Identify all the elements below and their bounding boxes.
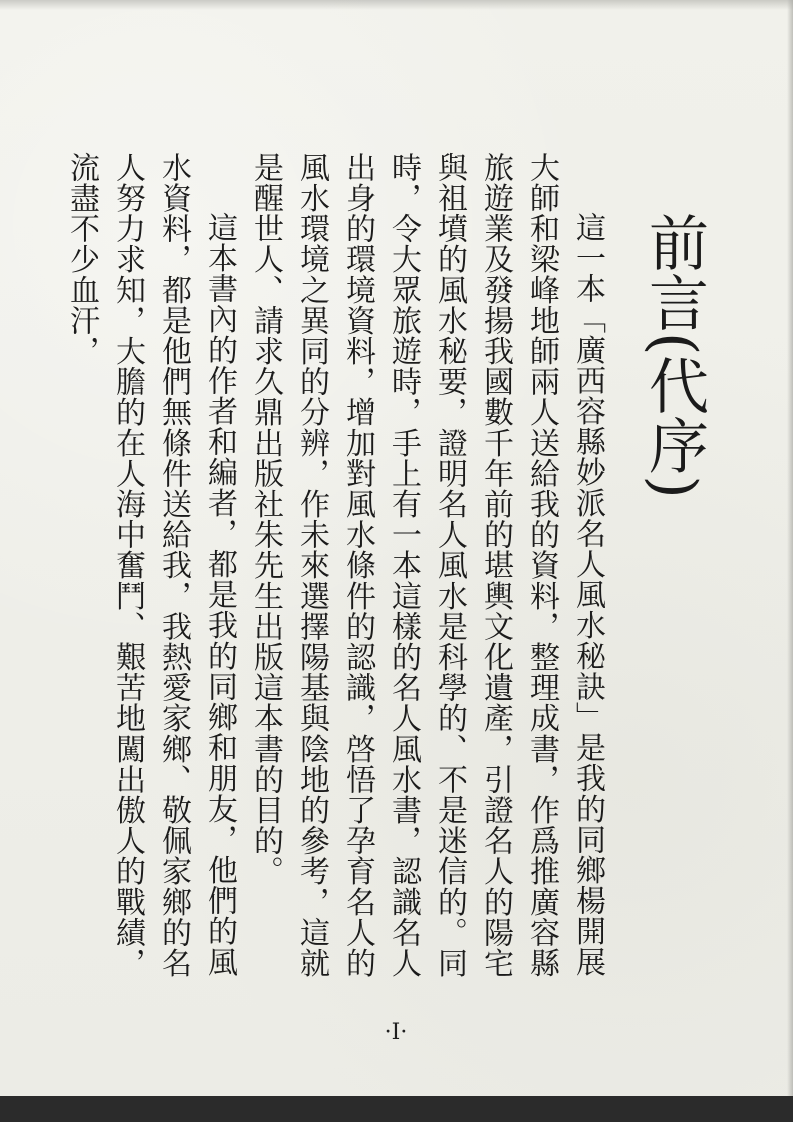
page-title: 前言(代序)	[639, 212, 709, 499]
paragraph-1: 這一本「廣西容縣妙派名人風水秘訣」是我的同鄉楊開展大師和梁峰地師兩人送給我的資料，整理成書，作爲推廣容縣旅遊業及發揚我國數千年前的堪輿文化遺產，引證名人的陽宅與祖墳的風水秘要，證明名人風水是科學的、不是迷信的。同時，令大眾旅遊時，手上有一本這樣的名人風水書，認識名人出身的環境資料，增加對風水條件的認識，啓悟了孕育名人的風水環境之異同的分辨，作未來選擇陽基與陰地的參考，這就是醒世人、請求久鼎出版社朱先生出版這本書的目的。	[248, 152, 605, 979]
scan-bottom-band	[0, 1096, 793, 1122]
page-right-edge	[787, 0, 793, 1122]
body-text	[64, 152, 610, 988]
page-number: ·I·	[384, 1020, 408, 1045]
paragraph-2: 這本書內的作者和編者，都是我的同鄉和朋友，他們的風水資料，都是他們無條件送給我，我熱愛家鄉、敬佩家鄉的名人努力求知，大膽的在人海中奮鬥、艱苦地闖出傲人的戰績，流盡不少血汗，	[64, 152, 237, 979]
page-top-shadow	[0, 0, 793, 10]
